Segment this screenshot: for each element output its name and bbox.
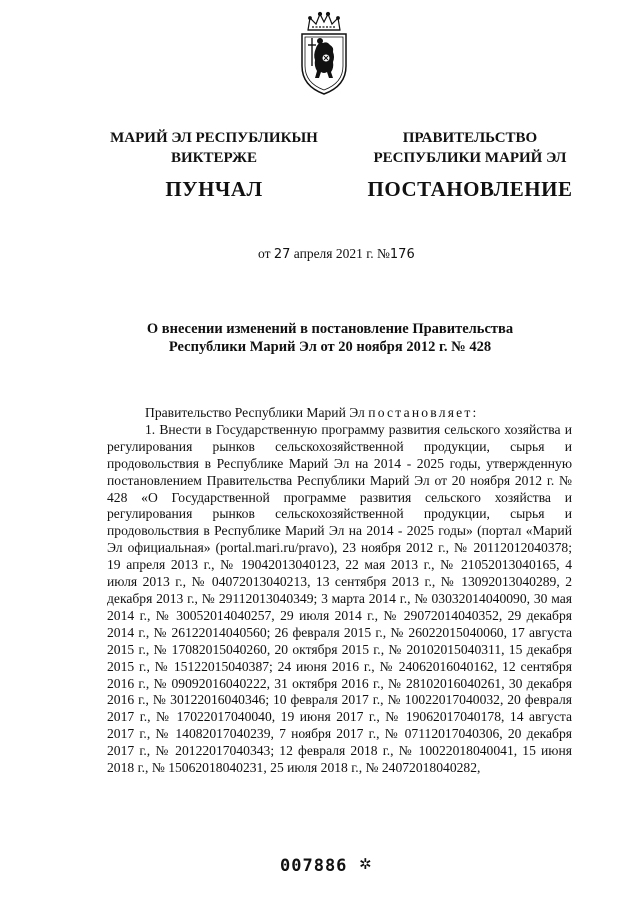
header-left-block xyxy=(96,128,332,202)
decree-number: 176 xyxy=(389,247,415,262)
serial-number: 007886 xyxy=(280,856,348,876)
coat-of-arms-icon xyxy=(296,8,352,96)
title-line1: О внесении изменений в постановление Правительства xyxy=(146,321,514,337)
header-right-kind: ПОСТАНОВЛЕНИЕ xyxy=(367,177,573,201)
title-line2: Республики Марий Эл от 20 ноября 2012 г. № 428 xyxy=(168,339,492,355)
preamble-spaced: постановляет: xyxy=(368,405,479,420)
date-day: 27 xyxy=(273,247,291,262)
header-left-line1: МАРИЙ ЭЛ РЕСПУБЛИКЫН xyxy=(110,130,318,146)
header-left-kind: ПУНЧАЛ xyxy=(165,177,263,201)
preamble-lead: Правительство Республики Марий Эл xyxy=(145,405,365,420)
document-body xyxy=(107,405,572,777)
document-title xyxy=(110,320,550,356)
header-left-line2: ВИКТЕРЖЕ xyxy=(170,150,258,166)
date-prefix: от xyxy=(258,246,271,261)
header-right-line2: РЕСПУБЛИКИ МАРИЙ ЭЛ xyxy=(373,150,567,166)
header-right-block xyxy=(360,128,580,202)
header-right-line1: ПРАВИТЕЛЬСТВО xyxy=(402,130,538,146)
decree-date-line xyxy=(258,246,415,262)
paragraph-1: 1. Внести в Государственную программу развития сельского хозяйства и регулирования рынков сельскохозяйственной продукции, сырья и продовольствия в Республике Марий Эл на 2014 - 2025 годы, утвержденную постановлением Правительства Республики Марий Эл от 20 ноября 2012 г. № 428 «О Государственной программе развития сельского хозяйства и регулирования рынков сельскохозяйственной продукции, сырья и продовольствия в Республике Марий Эл на 2014 - 2025 годы» (портал «Марий Эл официальная» (portal.mari.ru/pravo), 23 ноября 2012 г., № 20112012040378; 19 апреля 2013 г., № 19042013040123, 22 мая 2013 г., № 21052013040165, 4 июля 2013 г., № 04072013040213, 13 сентября 2013 г., № 13092013040289, 2 декабря 2013 г., № 29112013040349; 3 марта 2014 г., № 03032014040090, 30 мая 2014 г., № 30052014040257, 29 июля 2014 г., № 29072014040352, 29 декабря 2014 г., № 26122014040560; 26 февраля 2015 г., № 26022015040060, 17 августа 2015 г., № 17082015040260, 20 октября 2015 г., № 20102015040311, 15 декабря 2015 г., № 15122015040387; 24 июня 2016 г., № 24062016040162, 12 сентября 2016 г., № 09092016040222, 31 октября 2016 г., № 28102016040261, 30 декабря 2016 г., № 30122016040346; 10 февраля 2017 г., № 10022017040032, 20 февраля 2017 г., № 17022017040040, 19 июня 2017 г., № 19062017040178, 14 августа 2017 г., № 14082017040239, 7 ноября 2017 г., № 07112017040306, 20 декабря 2017 г., № 20122017040343; 12 февраля 2018 г., № 10022018040041, 15 июня 2018 г., № 15062018040231, 25 июля 2018 г., № 24072018040282, xyxy=(107,421,572,776)
ornament-mark: ✲ xyxy=(359,855,372,873)
preamble xyxy=(107,405,572,422)
date-month-year: апреля 2021 г. № xyxy=(293,246,390,261)
